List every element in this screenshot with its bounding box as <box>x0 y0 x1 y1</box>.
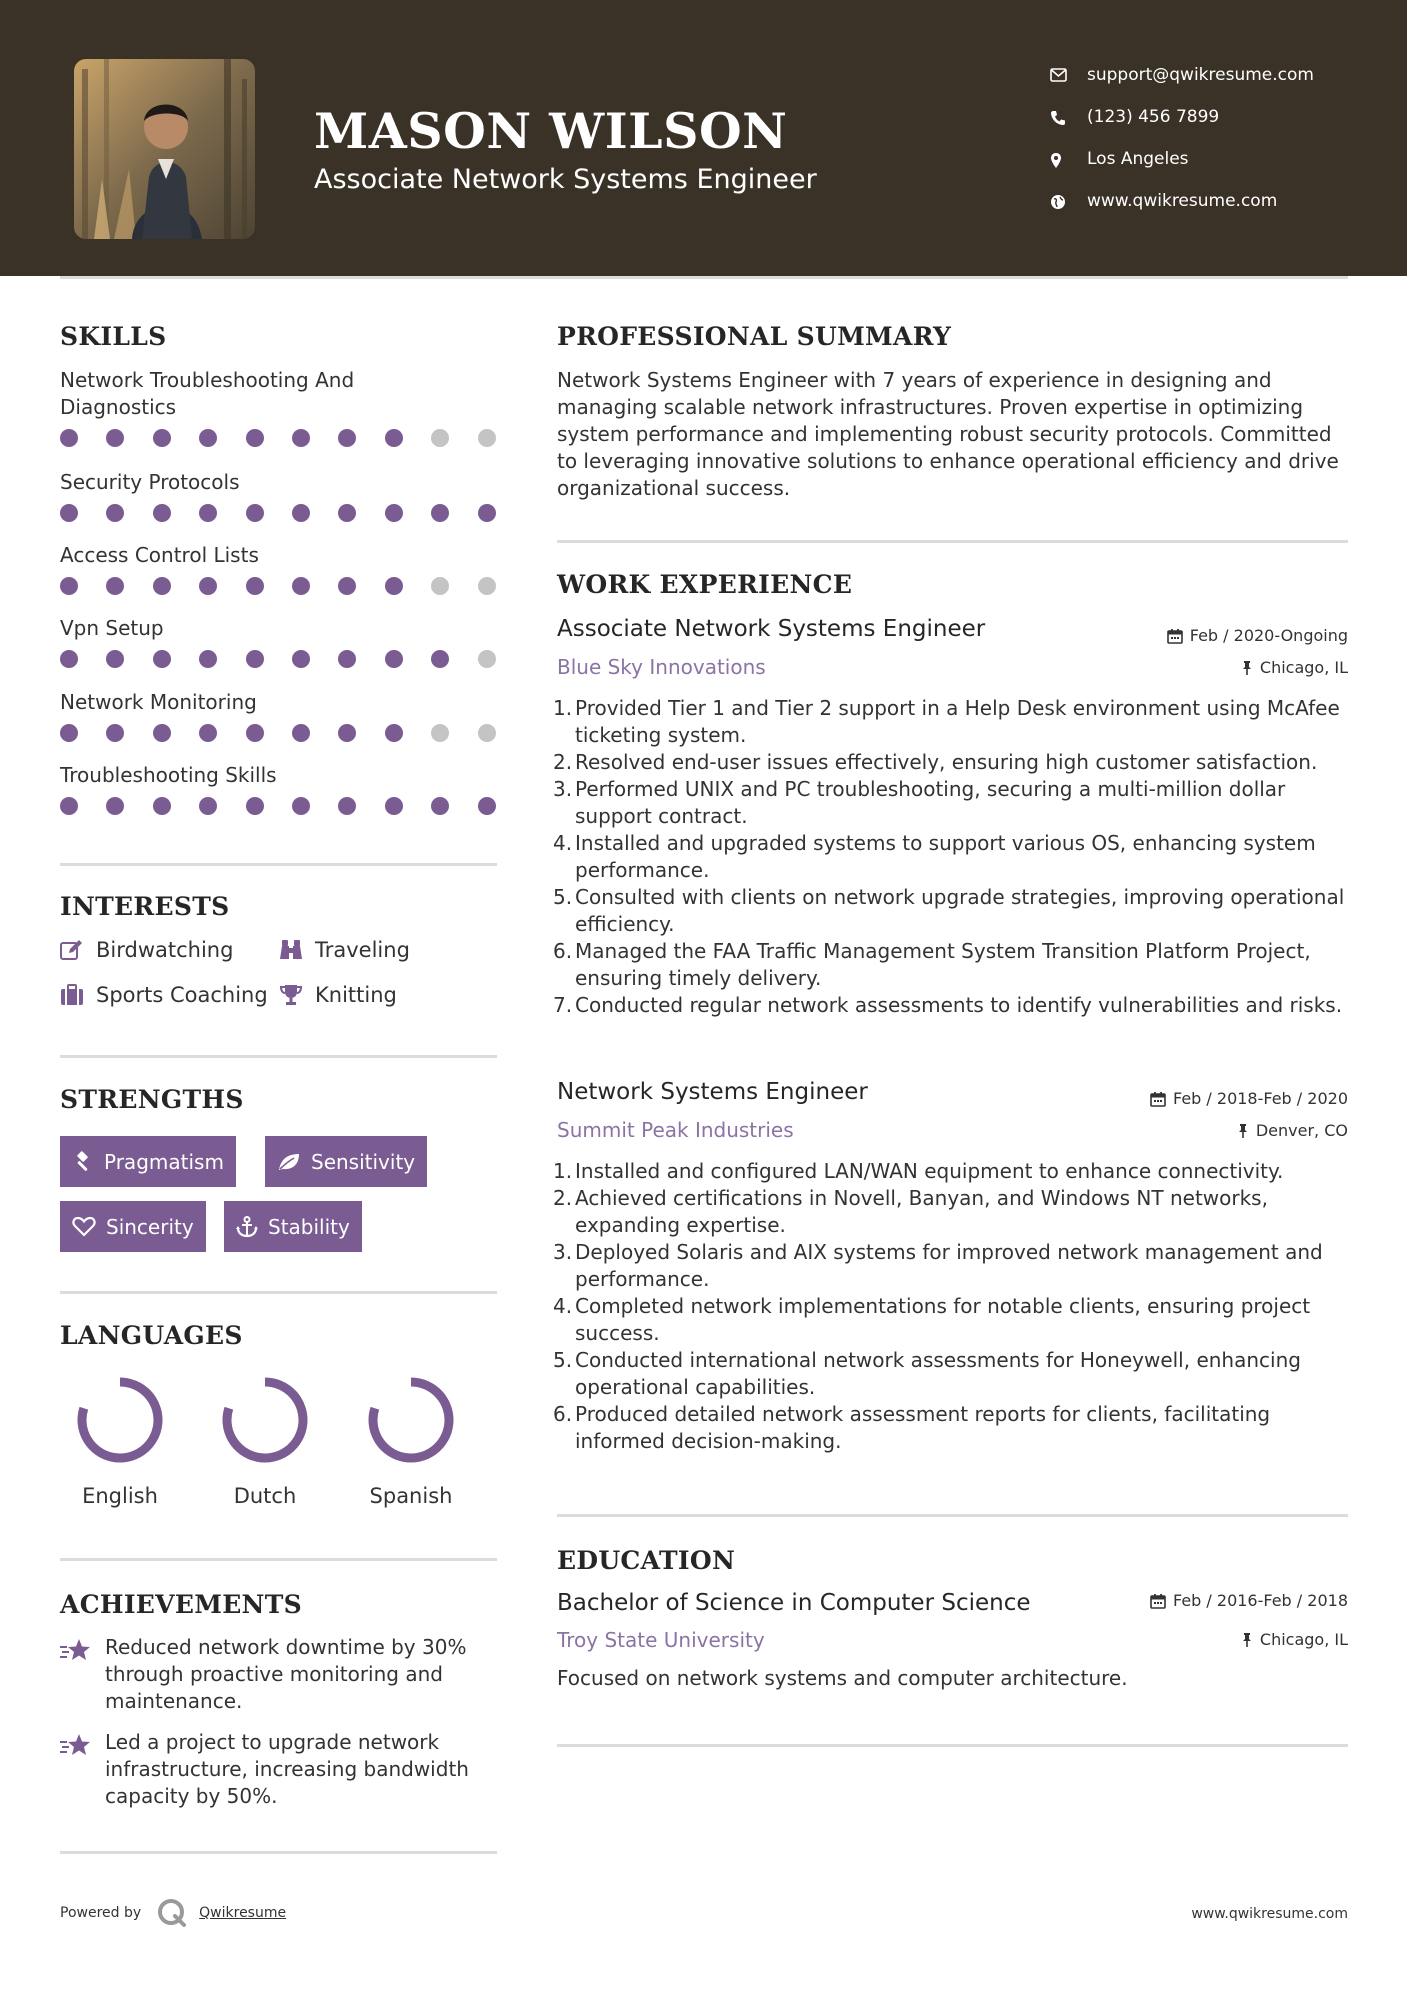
skill-item <box>60 689 500 744</box>
skill-dot-filled <box>385 724 403 742</box>
language-level-arc <box>227 1382 303 1458</box>
skill-dot-filled <box>153 429 171 447</box>
skill-dot-filled <box>60 724 78 742</box>
language-ring <box>74 1374 166 1466</box>
job-bullets <box>553 695 1355 1019</box>
list-item: 6. Produced detailed network assessment reports for clients, facilitating informed decision-making. <box>553 1402 1271 1453</box>
skill-name: Network Monitoring <box>60 690 257 714</box>
interest-item <box>60 983 268 1007</box>
skill-dot-filled <box>246 650 264 668</box>
job-title: Associate Network Systems Engineer <box>557 616 986 642</box>
language-level-arc <box>373 1382 449 1458</box>
section-divider <box>557 540 1348 543</box>
header-divider <box>60 276 1348 279</box>
list-item: 7. Conducted regular network assessments to identify vulnerabilities and risks. <box>553 993 1343 1017</box>
skill-dot-filled <box>153 724 171 742</box>
skill-dot-filled <box>106 504 124 522</box>
skill-dot-filled <box>338 504 356 522</box>
skill-dot-filled <box>199 724 217 742</box>
skill-dot-filled <box>292 577 310 595</box>
interest-item <box>60 938 233 962</box>
skill-dot-filled <box>338 650 356 668</box>
strength-label: Pragmatism <box>104 1149 224 1174</box>
list-item: 4. Completed network implementations for notable clients, ensuring project success. <box>553 1294 1311 1345</box>
school-name: Troy State University <box>557 1628 765 1652</box>
pencil-square-icon <box>60 939 84 961</box>
strength-tag <box>265 1136 427 1187</box>
phone-icon <box>1050 110 1066 126</box>
summary-heading: PROFESSIONAL SUMMARY <box>557 322 952 351</box>
strength-label: Sensitivity <box>311 1149 416 1174</box>
skill-dot-filled <box>60 504 78 522</box>
skill-dot-filled <box>246 577 264 595</box>
skill-dot-filled <box>385 577 403 595</box>
achievements-heading: ACHIEVEMENTS <box>60 1590 302 1619</box>
languages-heading: LANGUAGES <box>60 1321 243 1350</box>
powered-by-text: Powered by <box>60 1905 142 1921</box>
strength-tag <box>60 1201 206 1252</box>
qwikresume-link[interactable]: Qwikresume <box>199 1905 287 1921</box>
education-dates-text: Feb / 2016-Feb / 2018 <box>1173 1591 1348 1610</box>
skill-name: Vpn Setup <box>60 616 164 640</box>
leaf-icon <box>277 1152 301 1172</box>
gavel-icon <box>72 1151 94 1173</box>
section-divider <box>557 1744 1348 1747</box>
strengths-heading: STRENGTHS <box>60 1085 244 1114</box>
skill-dot-filled <box>478 797 496 815</box>
language-item <box>195 1374 335 1508</box>
achievement-text: Reduced network downtime by 30% through proactive monitoring and maintenance. <box>105 1635 467 1713</box>
anchor-icon <box>236 1216 258 1238</box>
job-location <box>1241 658 1348 677</box>
skill-dot-filled <box>106 797 124 815</box>
skill-dot-filled <box>246 724 264 742</box>
skill-dot-filled <box>385 650 403 668</box>
list-item: 2. Resolved end-user issues effectively, ensuring high customer satisfaction. <box>553 750 1318 774</box>
skill-dot-filled <box>292 650 310 668</box>
interest-item <box>279 983 397 1007</box>
language-name: English <box>82 1484 158 1508</box>
job-dates <box>1167 626 1348 645</box>
degree-title: Bachelor of Science in Computer Science <box>557 1590 1031 1616</box>
job-dates-text: Feb / 2020-Ongoing <box>1189 626 1348 645</box>
section-divider <box>557 1514 1348 1517</box>
skill-dot-filled <box>153 650 171 668</box>
skill-dot-filled <box>385 504 403 522</box>
achievement-item <box>60 1634 500 1715</box>
briefcase-icon <box>60 984 84 1006</box>
list-item: 3. Deployed Solaris and AIX systems for improved network management and performance. <box>553 1240 1323 1291</box>
skill-dot-filled <box>385 797 403 815</box>
skill-dot-filled <box>199 504 217 522</box>
skill-dot-filled <box>106 577 124 595</box>
skill-rating <box>60 724 500 744</box>
skill-dot-filled <box>199 797 217 815</box>
job-bullets <box>553 1158 1355 1455</box>
skill-dot-filled <box>431 504 449 522</box>
skill-dot-filled <box>60 650 78 668</box>
education-location <box>1241 1630 1348 1649</box>
strength-label: Sincerity <box>106 1214 194 1239</box>
skill-dot-filled <box>338 797 356 815</box>
skill-item <box>60 615 500 670</box>
company-name: Summit Peak Industries <box>557 1118 794 1142</box>
skill-dot-empty <box>478 577 496 595</box>
skill-dot-empty <box>478 724 496 742</box>
language-name: Dutch <box>233 1484 297 1508</box>
contact-list <box>1050 55 1390 223</box>
candidate-name: MASON WILSON <box>314 102 788 160</box>
list-item: 1. Installed and configured LAN/WAN equipment to enhance connectivity. <box>553 1159 1284 1183</box>
skill-dot-empty <box>431 429 449 447</box>
company-name: Blue Sky Innovations <box>557 655 766 679</box>
pushpin-icon <box>1241 660 1253 676</box>
skill-dot-filled <box>431 650 449 668</box>
language-name: Spanish <box>369 1484 453 1508</box>
skill-dot-filled <box>106 650 124 668</box>
contact-email[interactable] <box>1050 55 1390 97</box>
list-item: 6. Managed the FAA Traffic Management System Transition Platform Project, ensuring timely delivery. <box>553 939 1311 990</box>
mail-icon <box>1050 68 1067 82</box>
interest-label: Sports Coaching <box>96 983 268 1007</box>
skill-dot-empty <box>431 577 449 595</box>
skill-dot-filled <box>338 724 356 742</box>
list-item: 2. Achieved certifications in Novell, Banyan, and Windows NT networks, expanding expertise. <box>553 1186 1268 1237</box>
qwikresume-logo-icon[interactable] <box>157 1898 187 1928</box>
skill-dot-filled <box>153 577 171 595</box>
skill-dot-filled <box>292 724 310 742</box>
language-ring <box>365 1374 457 1466</box>
calendar-icon <box>1167 628 1183 644</box>
contact-location <box>1050 139 1390 181</box>
list-item: 5. Conducted international network assessments for Honeywell, enhancing operational capabilities. <box>553 1348 1301 1399</box>
skill-name: Network Troubleshooting And Diagnostics <box>60 368 355 419</box>
achievement-text: Led a project to upgrade network infrastructure, increasing bandwidth capacity by 50%. <box>105 1730 469 1808</box>
section-divider <box>60 863 497 866</box>
skill-item <box>60 367 500 449</box>
contact-email-text: support@qwikresume.com <box>1087 65 1314 85</box>
skill-dot-filled <box>199 650 217 668</box>
language-item <box>50 1374 190 1508</box>
star-badge-icon <box>60 1638 92 1662</box>
section-divider <box>60 1558 497 1561</box>
skill-dot-filled <box>292 429 310 447</box>
skill-dot-filled <box>292 504 310 522</box>
job-location-text: Chicago, IL <box>1259 658 1348 677</box>
education-heading: EDUCATION <box>557 1546 736 1575</box>
skill-dot-filled <box>60 429 78 447</box>
skill-dot-filled <box>106 724 124 742</box>
skill-dot-filled <box>246 429 264 447</box>
pushpin-icon <box>1241 1632 1253 1648</box>
skill-rating <box>60 797 500 817</box>
interest-item <box>279 938 410 962</box>
list-item: 4. Installed and upgraded systems to support various OS, enhancing system performance. <box>553 831 1316 882</box>
profile-photo <box>74 59 255 239</box>
calendar-icon <box>1150 1593 1166 1609</box>
skill-dot-filled <box>246 797 264 815</box>
skill-item <box>60 542 500 597</box>
skill-dot-empty <box>478 650 496 668</box>
education-location-text: Chicago, IL <box>1259 1630 1348 1649</box>
calendar-icon <box>1150 1091 1166 1107</box>
skills-heading: SKILLS <box>60 322 167 351</box>
pushpin-icon <box>1237 1123 1249 1139</box>
skill-dot-filled <box>338 429 356 447</box>
contact-website[interactable] <box>1050 181 1390 223</box>
list-item: 1. Provided Tier 1 and Tier 2 support in a Help Desk environment using McAfee ticketing system. <box>553 696 1340 747</box>
star-badge-icon <box>60 1733 92 1757</box>
skill-dot-filled <box>431 797 449 815</box>
job-location <box>1237 1121 1348 1140</box>
summary-text: Network Systems Engineer with 7 years of experience in designing and managing scalable network infrastructures. Proven expertise in optimizing system performance and implementing robust security protocols. Committed to leveraging innovative solutions to enhance operational efficiency and drive organizational success. <box>557 368 1339 500</box>
skill-rating <box>60 504 500 524</box>
language-ring <box>219 1374 311 1466</box>
list-item: 5. Consulted with clients on network upgrade strategies, improving operational efficiency. <box>553 885 1345 936</box>
interest-label: Knitting <box>315 983 397 1007</box>
skill-dot-filled <box>153 797 171 815</box>
location-pin-icon <box>1050 152 1062 169</box>
experience-heading: WORK EXPERIENCE <box>557 570 853 599</box>
achievement-item <box>60 1729 500 1810</box>
contact-location-text: Los Angeles <box>1087 149 1189 169</box>
job-title: Network Systems Engineer <box>557 1079 868 1105</box>
contact-website-text: www.qwikresume.com <box>1087 191 1278 211</box>
skill-dot-filled <box>292 797 310 815</box>
interest-label: Traveling <box>315 938 410 962</box>
skill-name: Access Control Lists <box>60 543 259 567</box>
skill-dot-filled <box>199 429 217 447</box>
skill-name: Troubleshooting Skills <box>60 763 277 787</box>
job-dates-text: Feb / 2018-Feb / 2020 <box>1173 1089 1348 1108</box>
section-divider <box>60 1055 497 1058</box>
skill-item <box>60 762 500 817</box>
skill-dot-filled <box>338 577 356 595</box>
binoculars-icon <box>279 939 303 961</box>
job-dates <box>1150 1089 1348 1108</box>
skill-rating <box>60 429 500 449</box>
section-divider <box>60 1851 497 1854</box>
skill-dot-filled <box>199 577 217 595</box>
section-divider <box>60 1291 497 1294</box>
skill-dot-filled <box>478 504 496 522</box>
skill-dot-empty <box>431 724 449 742</box>
footer-website[interactable]: www.qwikresume.com <box>1191 1906 1348 1922</box>
candidate-title: Associate Network Systems Engineer <box>314 164 817 195</box>
skill-dot-empty <box>478 429 496 447</box>
footer-powered-by <box>60 1898 286 1928</box>
skill-dot-filled <box>60 577 78 595</box>
interests-heading: INTERESTS <box>60 892 230 921</box>
contact-phone[interactable] <box>1050 97 1390 139</box>
skill-name: Security Protocols <box>60 470 240 494</box>
language-item <box>341 1374 481 1508</box>
skill-item <box>60 469 500 524</box>
interest-label: Birdwatching <box>96 938 234 962</box>
contact-phone-text: (123) 456 7899 <box>1087 107 1220 127</box>
globe-icon <box>1050 194 1066 210</box>
education-dates <box>1150 1591 1348 1610</box>
skill-dot-filled <box>153 504 171 522</box>
skill-rating <box>60 577 500 597</box>
resume-header <box>0 0 1407 276</box>
list-item: 3. Performed UNIX and PC troubleshooting, securing a multi-million dollar support contract. <box>553 777 1286 828</box>
skill-rating <box>60 650 500 670</box>
strength-label: Stability <box>268 1214 350 1239</box>
skill-dot-filled <box>246 504 264 522</box>
strength-tag <box>224 1201 362 1252</box>
language-level-arc <box>82 1382 158 1458</box>
strength-tag <box>60 1136 236 1187</box>
education-description: Focused on network systems and computer architecture. <box>557 1666 1128 1690</box>
skill-dot-filled <box>106 429 124 447</box>
heart-icon <box>72 1216 96 1237</box>
job-location-text: Denver, CO <box>1255 1121 1348 1140</box>
skill-dot-filled <box>60 797 78 815</box>
skill-dot-filled <box>385 429 403 447</box>
trophy-icon <box>279 984 303 1006</box>
